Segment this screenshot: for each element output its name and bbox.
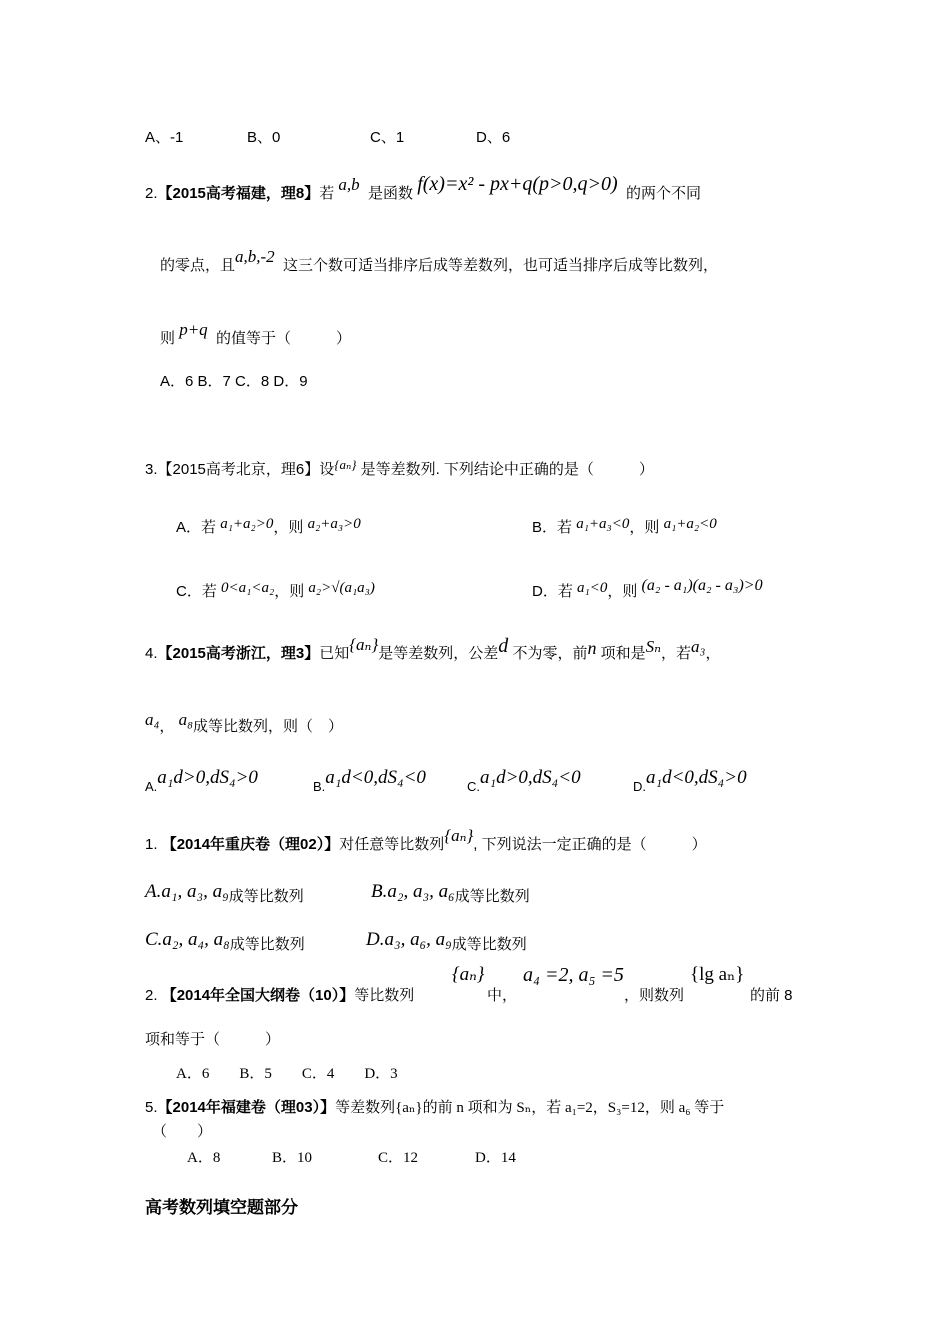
text: 是等差数列. 下列结论中正确的是（ ） (360, 461, 654, 478)
question-source: 【2014年重庆卷（理02）】 (161, 836, 340, 853)
option-label: B. (313, 779, 326, 794)
question-number: 4. (145, 645, 158, 662)
text: 对任意等比数列 (339, 836, 445, 853)
option-label: A. (145, 779, 158, 794)
text: ，若 (661, 645, 692, 662)
math: {aₙ} (452, 964, 485, 985)
math: {aₙ} (349, 635, 379, 654)
math: (a₂ - a₁)(a₂ - a₃)>0 (641, 577, 763, 594)
option-d (532, 577, 763, 602)
dg-math-values (523, 965, 624, 987)
prev-option-a: A、-1 (145, 129, 184, 146)
dg-text2: ，则数列 (624, 987, 685, 1004)
question-cq2014 (145, 826, 707, 855)
text: 等比数列 (354, 987, 415, 1004)
question-fj2015-line2 (160, 247, 719, 276)
question-number: 1. (145, 836, 158, 853)
text: 的值等于（ ） (216, 330, 352, 347)
text: 已知 (319, 645, 350, 662)
question-number: 2. (145, 987, 158, 1004)
question-fj2015-line3 (160, 320, 352, 349)
math: D.a₃, a₆, a₉ (366, 929, 452, 950)
math: C.a₂, a₄, a₈ (145, 929, 230, 950)
math: d (498, 635, 509, 657)
question-zj2015-optC (467, 767, 581, 794)
math: A.a₁, a₃, a₉ (145, 881, 229, 902)
question-source: 【2014年全国大纲卷（10）】 (161, 987, 355, 1004)
question-source: 【2015高考福建，理8】 (157, 185, 320, 202)
option-label: B．若 (532, 519, 573, 536)
option-label: A．若 (176, 519, 217, 536)
cq-option-b (371, 882, 530, 903)
text: ， (159, 718, 175, 735)
text: ，则 (607, 583, 638, 600)
question-zj2015-optB (313, 767, 426, 794)
dg-math-lg (690, 965, 744, 986)
question-source: 【2014年福建卷（理03）】 (157, 1099, 336, 1116)
math: {aₙ} (444, 826, 474, 845)
section-heading: 高考数列填空题部分 (145, 1198, 298, 1217)
question-zj2015-line2 (145, 710, 344, 737)
math-function: f(x)=x² - px+q(p>0,q>0) (417, 173, 618, 195)
question-number: 5. (145, 1099, 158, 1116)
dg-text3: 的前 8 (750, 987, 793, 1004)
text: 成等比数列，则（ ） (193, 718, 344, 735)
question-number: 2. (145, 185, 158, 202)
prev-option-b: B、0 (247, 129, 281, 146)
question-number: 3. (145, 461, 158, 478)
option-label: D．若 (532, 583, 573, 600)
math: a₈ (178, 710, 194, 729)
question-zj2015-optD (633, 767, 747, 794)
text: 成等比数列 (451, 936, 527, 953)
math: a₄ (145, 710, 160, 729)
math: {aₙ} (334, 457, 357, 472)
text: ，则 (273, 519, 304, 536)
math: a₂+a₃>0 (307, 516, 361, 532)
text: ，则 (629, 519, 660, 536)
question-dg2014 (145, 986, 414, 1006)
fj2014-option-a: A．8 (187, 1150, 221, 1166)
cq-option-a (145, 882, 304, 903)
math: Sₙ (645, 637, 662, 656)
math: a₁d<0,dS₄>0 (646, 767, 747, 788)
question-zj2015 (145, 635, 721, 664)
question-zj2015-optA (145, 767, 258, 794)
option-c (176, 582, 375, 602)
text: 的零点，且 (160, 257, 236, 274)
math: a₁<0 (577, 580, 608, 596)
math: {lg aₙ} (690, 964, 745, 985)
text: 则 (160, 330, 176, 347)
text: 是函数 (368, 185, 414, 202)
text: 成等比数列 (229, 936, 305, 953)
math: a₁d<0,dS₄<0 (325, 767, 426, 788)
fj2014-option-b: B．10 (272, 1150, 313, 1166)
option-a (176, 518, 361, 538)
math: a₁+a₂>0 (220, 516, 274, 532)
fj2014-option-c: C．12 (378, 1150, 419, 1166)
prev-option-c: C、1 (370, 129, 405, 146)
math: a₄ =2, a₅ =5 (523, 964, 624, 986)
text: 等差数列{aₙ}的前 n 项和为 Sₙ，若 a₁=2，S₃=12，则 a₆ 等于 (335, 1100, 725, 1116)
question-fj2015 (145, 173, 702, 204)
dg-options: A．6 B．5 C．4 D．3 (176, 1066, 398, 1082)
text: ，则 (274, 583, 305, 600)
math: B.a₂, a₃, a₆ (371, 881, 455, 902)
math: a,b,-2 (235, 247, 275, 266)
prev-option-d: D、6 (476, 129, 511, 146)
math: a,b (338, 175, 360, 194)
question-source: 【2015高考浙江，理3】 (157, 645, 320, 662)
text: 成等比数列 (228, 888, 304, 905)
text: 设 (319, 461, 335, 478)
cq-option-d (366, 930, 527, 951)
math: a₂>√(a₁a₃) (308, 580, 375, 596)
option-label: C．若 (176, 583, 217, 600)
math: a₁d>0,dS₄<0 (480, 767, 581, 788)
text: 是等差数列，公差 (378, 645, 499, 662)
text: 的两个不同 (626, 185, 702, 202)
math: a₁+a₃<0 (576, 516, 630, 532)
math: n (587, 638, 597, 658)
fj2014-line2: （ ） (152, 1124, 213, 1140)
text: , 下列说法一定正确的是（ ） (473, 836, 707, 853)
option-b (532, 518, 717, 538)
text: 成等比数列 (454, 888, 530, 905)
text: 这三个数可适当排序后成等差数列，也可适当排序后成等比数列， (283, 257, 719, 274)
text: 项和是 (600, 645, 646, 662)
option-label: C. (467, 779, 480, 794)
text: 不为零，前 (512, 645, 588, 662)
fj2014-option-d: D．14 (475, 1150, 516, 1166)
dg-text: 中， (487, 987, 518, 1004)
question-fj2015-options: A．6 B．7 C．8 D．9 (160, 373, 308, 390)
question-source: 【2015高考北京，理6】 (157, 461, 320, 478)
text: 若 (319, 185, 335, 202)
question-bj2015 (145, 457, 654, 480)
dg-math-seq (452, 965, 484, 986)
text: ， (705, 645, 721, 662)
option-label: D. (633, 779, 646, 794)
math: a₃ (691, 637, 706, 656)
math: a₁d>0,dS₄>0 (157, 767, 258, 788)
question-fj2014 (145, 1098, 724, 1118)
math: 0<a₁<a₂ (221, 580, 275, 596)
math: a₁+a₂<0 (663, 516, 717, 532)
cq-option-c (145, 930, 305, 951)
math: p+q (179, 320, 208, 339)
dg-line2: 项和等于（ ） (145, 1031, 281, 1048)
